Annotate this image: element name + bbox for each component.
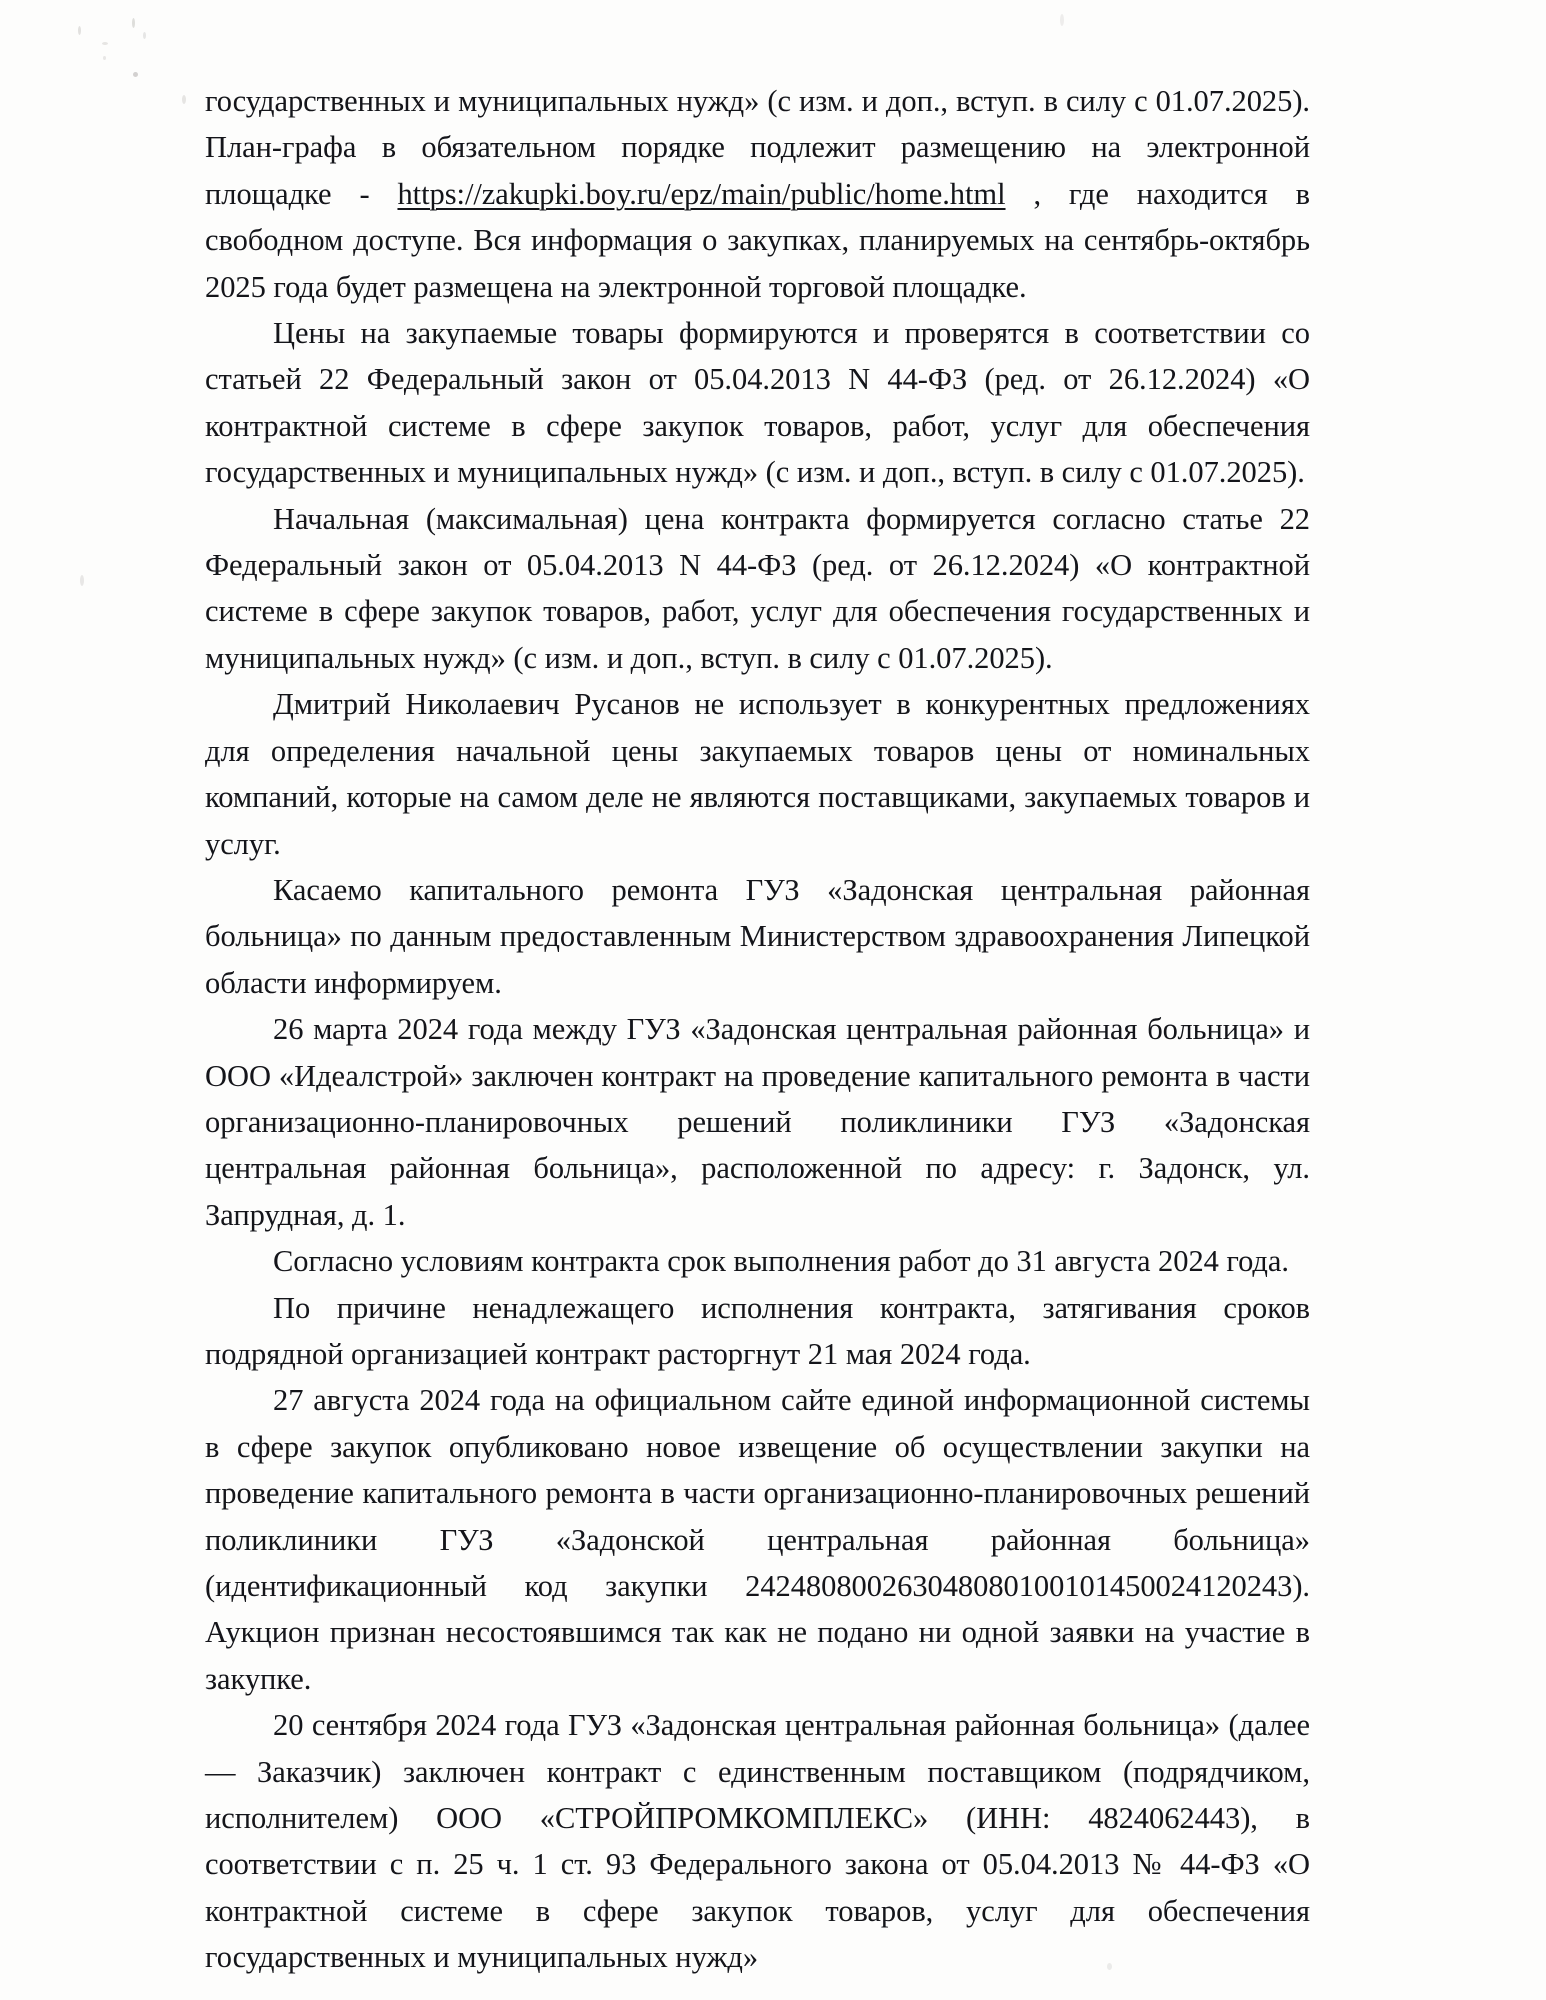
paragraph-work-deadline: Согласно условиям контракта срок выполнения работ до 31 августа 2024 года. [273, 1244, 1289, 1279]
paragraph-single-supplier-contract: 20 сентября 2024 года ГУЗ «Задонская центральная районная больница» (далее — Заказчик) заключен контракт с единственным поставщиком (подрядчиком, исполнителем) ООО «СТРОЙПРОМКОМПЛЕКС» (ИНН: 4824062443), в соответствии с п. 25 ч. 1 ст. 93 Федерального закона от 05.04.2013 № 44-ФЗ «О контрактной системе в сфере закупок товаров, услуг для обеспечения государственных и муниципальных нужд» [205, 1708, 1310, 1975]
scan-speckle [103, 56, 106, 60]
paragraph-capital-repair-intro: Касаемо капитального ремонта ГУЗ «Задонская центральная районная больница» по данным предоставленным Министерством здравоохранения Липецкой области информируем. [205, 872, 1310, 1000]
paragraph-text-part-b: , где находится в свободном доступе. Вся информация о закупках, планируемых на сентябрь-октябрь 2025 года будет размещена на электронной торговой площадке. [205, 176, 1310, 304]
scan-speckle [143, 32, 146, 39]
procurement-platform-url[interactable]: https://zakupki.boy.ru/epz/main/public/home.html [397, 176, 1006, 211]
paragraph-text-part-a: государственных и муниципальных нужд» (с изм. и доп., вступ. в силу с 01.07.2025). План-графа в обязательном порядке подлежит размещению на электронной площадке - [205, 84, 1310, 211]
paragraph-rusanov-statement: Дмитрий Николаевич Русанов не использует в конкурентных предложениях для определения начальной цены закупаемых товаров цены от номинальных компаний, которые на самом деле не являются поставщиками, закупаемых товаров и услуг. [205, 687, 1310, 861]
paragraph-contract-termination: По причине ненадлежащего исполнения контракта, затягивания сроков подрядной организацией контракт расторгнут 21 мая 2024 года. [205, 1290, 1310, 1371]
paragraph-continuation-procurement-plan [205, 78, 1310, 310]
paragraph-initial-maximum-price: Начальная (максимальная) цена контракта формируется согласно статье 22 Федеральный закон от 05.04.2013 N 44-ФЗ (ред. от 26.12.2024) «О контрактной системе в сфере закупок товаров, работ, услуг для обеспечения государственных и муниципальных нужд» (с изм. и доп., вступ. в силу с 01.07.2025). [205, 501, 1310, 675]
paragraph-idealstroy-contract: 26 марта 2024 года между ГУЗ «Задонская центральная районная больница» и ООО «Идеалстрой» заключен контракт на проведение капитального ремонта в части организационно-планировочных решений поликлиники ГУЗ «Задонская центральная районная больница», расположенной по адресу: г. Задонск, ул. Запрудная, д. 1. [205, 1012, 1310, 1232]
scan-speckle [1060, 14, 1064, 26]
paragraph-new-procurement-notice: 27 августа 2024 года на официальном сайте единой информационной системы в сфере закупок опубликовано новое извещение об осуществлении закупки на проведение капитального ремонта в части организационно-планировочных решений поликлиники ГУЗ «Задонской центральная районная больница» (идентификационный код закупки 242480800263048080100101450024120243). Аукцион признан несостоявшимся так как не подано ни одной заявки на участие в закупке. [205, 1383, 1310, 1696]
scan-speckle [133, 72, 138, 77]
scan-speckle [102, 42, 108, 45]
scan-speckle [132, 18, 135, 28]
scan-speckle [78, 26, 81, 35]
scan-speckle [80, 575, 84, 586]
scan-speckle [182, 95, 186, 104]
paragraph-price-formation: Цены на закупаемые товары формируются и проверятся в соответствии со статьей 22 Федеральный закон от 05.04.2013 N 44-ФЗ (ред. от 26.12.2024) «О контрактной системе в сфере закупок товаров, работ, услуг для обеспечения государственных и муниципальных нужд» (с изм. и доп., вступ. в силу с 01.07.2025). [205, 316, 1310, 490]
document-body [205, 78, 1310, 1981]
